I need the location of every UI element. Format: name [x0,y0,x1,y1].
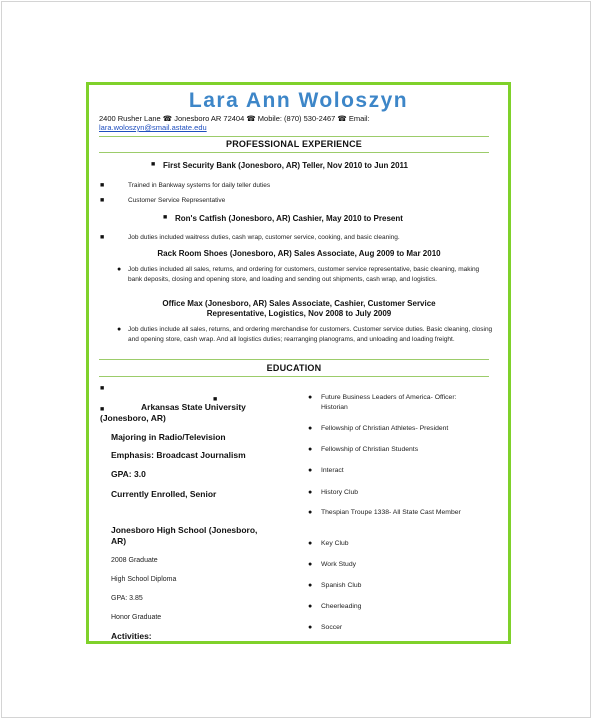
bullet: ● [308,624,313,631]
bullet: ● [308,425,313,432]
hs-gpa: GPA: 3.85 [111,595,143,602]
emphasis: Emphasis: Broadcast Journalism [111,450,246,460]
activity-item: Future Business Leaders of America- Officer: Historian [321,394,457,411]
job-title: Rack Room Shoes (Jonesboro, AR) Sales Associate, Aug 2009 to Mar 2010 [157,249,441,258]
bullet: ■ [100,385,105,392]
bullet: ■ [100,406,105,413]
activity-item: Key Club [321,540,349,547]
email-link[interactable]: lara.woloszyn@smail.astate.edu [99,123,207,132]
bullet: ● [308,561,313,568]
hs-diploma: High School Diploma [111,576,177,583]
bullet: ● [308,467,313,474]
job-duty: Job duties include all sales, returns, and ordering merchandise for customers. Customer service duties. Basic cleaning, closing and opening store, cash wrap. And all logistics duties; rearranging planograms, and unloading and loading freight. [128,326,493,343]
bullet: ■ [100,197,105,204]
bullet: ■ [100,182,105,189]
enrollment-status: Currently Enrolled, Senior [111,489,217,499]
hs-graduate: 2008 Graduate [111,557,158,564]
divider [99,152,489,153]
bullet: ■ [163,214,168,221]
job-title: Ron's Catfish (Jonesboro, AR) Cashier, May 2010 to Present [175,214,403,223]
job-title: First Security Bank (Jonesboro, AR) Teller, Nov 2010 to Jun 2011 [163,161,408,170]
activity-item: Work Study [321,561,357,568]
bullet: ● [308,489,313,496]
document-page [1,1,591,718]
activity-item: Interact [321,467,344,474]
job-duty: Job duties included waitress duties, cash wrap, customer service, cooking, and basic cleaning. [128,234,400,241]
divider [99,376,489,377]
bullet: ● [117,266,122,273]
activity-item: Fellowship of Christian Athletes- President [321,425,449,432]
bullet: ■ [213,396,218,403]
major: Majoring in Radio/Television [111,432,226,442]
bullet: ● [308,603,313,610]
contact-info [99,114,499,132]
job-duty: Job duties included all sales, returns, and ordering for customers, customer service representative, basic cleaning, making bank deposits, closing and opening store, and loading and sending out shipments, cash wrap, and logistics. [128,266,480,283]
bullet: ■ [100,234,105,241]
contact-line: 2400 Rusher Lane ☎ Jonesboro AR 72404 ☎ Mobile: (870) 530-2467 ☎ Email: [99,114,370,123]
university-name: Arkansas State University (Jonesboro, AR) [100,402,246,423]
bullet: ● [308,446,313,453]
activities-label: Activities: [111,631,152,641]
experience-heading: PROFESSIONAL EXPERIENCE [226,139,362,149]
high-school-name: Jonesboro High School (Jonesboro, AR) [111,525,258,546]
bullet: ● [308,394,313,401]
divider [99,359,489,360]
bullet: ● [117,326,122,333]
activity-item: Soccer [321,624,343,631]
job-title: Office Max (Jonesboro, AR) Sales Associate, Cashier, Customer Service Representative, Logistics, Nov 2008 to July 2009 [162,299,436,318]
bullet: ● [308,582,313,589]
activity-item: History Club [321,489,359,496]
activity-item: Thespian Troupe 1338- All State Cast Member [321,509,461,516]
bullet: ■ [151,161,156,168]
job-duty: Customer Service Representative [128,197,226,204]
resume-frame [86,82,511,644]
resume-name: Lara Ann Woloszyn [188,89,409,112]
bullet: ● [308,540,313,547]
gpa: GPA: 3.0 [111,469,146,479]
education-heading: EDUCATION [266,363,322,373]
activity-item: Spanish Club [321,582,362,589]
activity-item: Cheerleading [321,603,362,610]
job-duty: Trained in Bankway systems for daily teller duties [128,182,271,189]
divider [99,136,489,137]
activity-item: Fellowship of Christian Students [321,446,419,453]
hs-honor: Honor Graduate [111,614,162,621]
bullet: ● [308,509,313,516]
